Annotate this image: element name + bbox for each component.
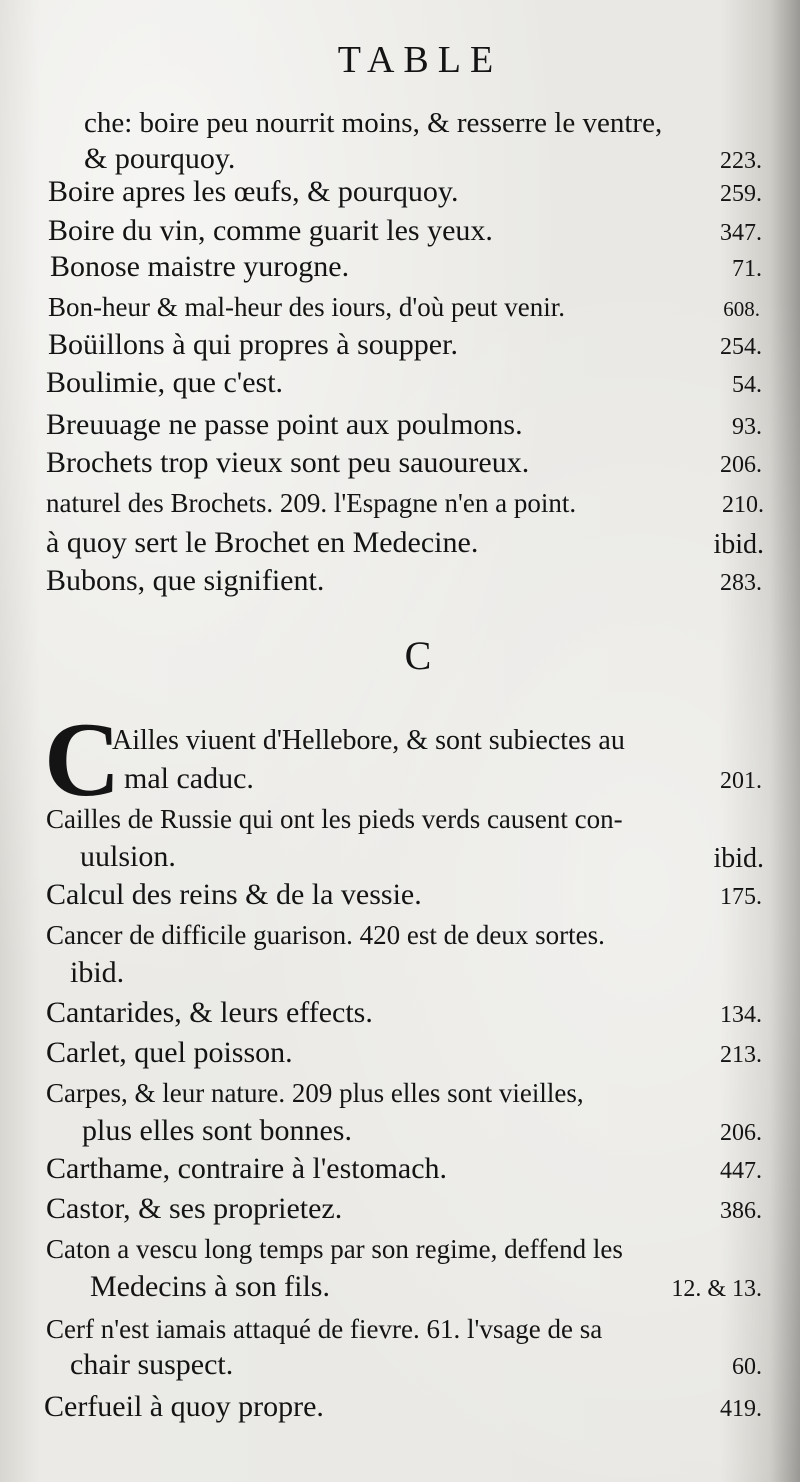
index-entry (0, 524, 800, 564)
entry-page: 12. & 13. (671, 1276, 762, 1302)
entry-text: Carthame, contraire à l'estomach. (46, 1152, 448, 1185)
index-entry (0, 104, 800, 144)
entry-page: 206. (720, 1120, 762, 1146)
entry-text: Carpes, & leur nature. 209 plus elles sont vieilles, (46, 1078, 584, 1108)
index-entry (0, 562, 800, 602)
index-entry (0, 1388, 800, 1428)
entry-text: che: boire peu nourrit moins, & resserre le ventre, (84, 107, 663, 139)
entry-page: 419. (720, 1396, 762, 1422)
entry-text: Boulimie, que c'est. (46, 366, 284, 399)
index-entry (0, 364, 800, 404)
entry-page: 283. (720, 570, 762, 596)
index-entry (0, 722, 800, 762)
entry-text: à quoy sert le Brochet en Medecine. (46, 526, 479, 559)
entry-text: Cerfueil à quoy propre. (44, 1390, 324, 1423)
entry-text: Cerf n'est iamais attaqué de fievre. 61. l'vsage de sa (46, 1314, 603, 1344)
entry-text: plus elles sont bonnes. (82, 1114, 352, 1147)
entry-text: Bubons, que signifient. (46, 564, 325, 597)
index-entry (0, 444, 800, 484)
entry-page: 213. (720, 1042, 762, 1068)
index-entry (0, 326, 800, 366)
entry-text: Breuuage ne passe point aux poulmons. (46, 408, 523, 441)
entry-text: Castor, & ses proprietez. (46, 1192, 343, 1225)
entry-page: 259. (720, 181, 762, 207)
index-entry (0, 954, 800, 994)
index-entry (0, 1230, 800, 1270)
entry-page: 206. (720, 452, 762, 478)
entry-text: Caton a vescu long temps par son regime, deffend les (46, 1234, 623, 1264)
entry-page: 608. (723, 297, 760, 321)
index-entry (0, 760, 800, 800)
entry-text: Boire apres les œufs, & pourquoy. (48, 175, 459, 208)
entry-page: ibid. (713, 843, 764, 874)
entry-text: Boüillons à qui propres à soupper. (48, 328, 458, 361)
entry-text: Ailles viuent d'Hellebore, & sont subiectes au (112, 725, 625, 756)
running-head: TABLE (337, 39, 503, 81)
entry-text: Cancer de difficile guarison. 420 est de deux sortes. (46, 920, 605, 950)
index-entry (0, 1268, 800, 1308)
drop-cap: C (44, 701, 121, 818)
entry-text: & pourquoy. (84, 142, 236, 175)
index-entry (0, 1346, 800, 1386)
entry-text: chair suspect. (70, 1348, 234, 1381)
entry-text: ibid. (70, 956, 125, 989)
index-entry (0, 994, 800, 1034)
entry-page: 210. (722, 492, 764, 518)
entry-page: 71. (732, 256, 762, 282)
index-entry (0, 1034, 800, 1074)
index-entry (0, 916, 800, 956)
index-entry (0, 1150, 800, 1190)
entry-page: 347. (720, 220, 762, 246)
index-entry (0, 173, 800, 213)
entry-text: Cantarides, & leurs effects. (46, 996, 373, 1029)
entry-text: Boire du vin, comme guarit les yeux. (48, 214, 493, 247)
index-entry (0, 1112, 800, 1152)
index-entry (0, 288, 800, 328)
entry-page: 54. (732, 372, 762, 398)
index-entry (0, 248, 800, 288)
entry-page: 386. (720, 1198, 762, 1224)
entry-page: 60. (732, 1354, 762, 1380)
index-entry (0, 876, 800, 916)
entry-text: Calcul des reins & de la vessie. (46, 878, 422, 911)
entry-page: 447. (720, 1158, 762, 1184)
entry-page: 201. (720, 768, 762, 794)
entry-page: 223. (720, 148, 762, 174)
index-entry (0, 1074, 800, 1114)
entry-text: Medecins à son fils. (90, 1270, 330, 1303)
entry-text: mal caduc. (124, 762, 254, 795)
index-entry (0, 484, 800, 524)
entry-text: Bon-heur & mal-heur des iours, d'où peut venir. (48, 292, 566, 322)
entry-page: 175. (720, 884, 762, 910)
entry-text: Cailles de Russie qui ont les pieds verds causent con- (46, 804, 623, 834)
index-entry (0, 838, 800, 878)
entry-text: Bonose maistre yurogne. (50, 250, 350, 283)
index-entry (0, 406, 800, 446)
index-entry (0, 800, 800, 840)
index-entry (0, 1310, 800, 1350)
section-letter: C (404, 633, 432, 678)
entry-page: 134. (720, 1002, 762, 1028)
entry-text: Carlet, quel poisson. (46, 1036, 293, 1069)
entry-page: 254. (720, 334, 762, 360)
index-entry (0, 212, 800, 252)
entry-text: uulsion. (80, 840, 176, 873)
entry-page: 93. (732, 414, 762, 440)
entry-text: naturel des Brochets. 209. l'Espagne n'en a point. (46, 488, 577, 518)
entry-text: Brochets trop vieux sont peu sauoureux. (46, 446, 530, 479)
index-entry (0, 1190, 800, 1230)
entry-page: ibid. (713, 529, 764, 560)
